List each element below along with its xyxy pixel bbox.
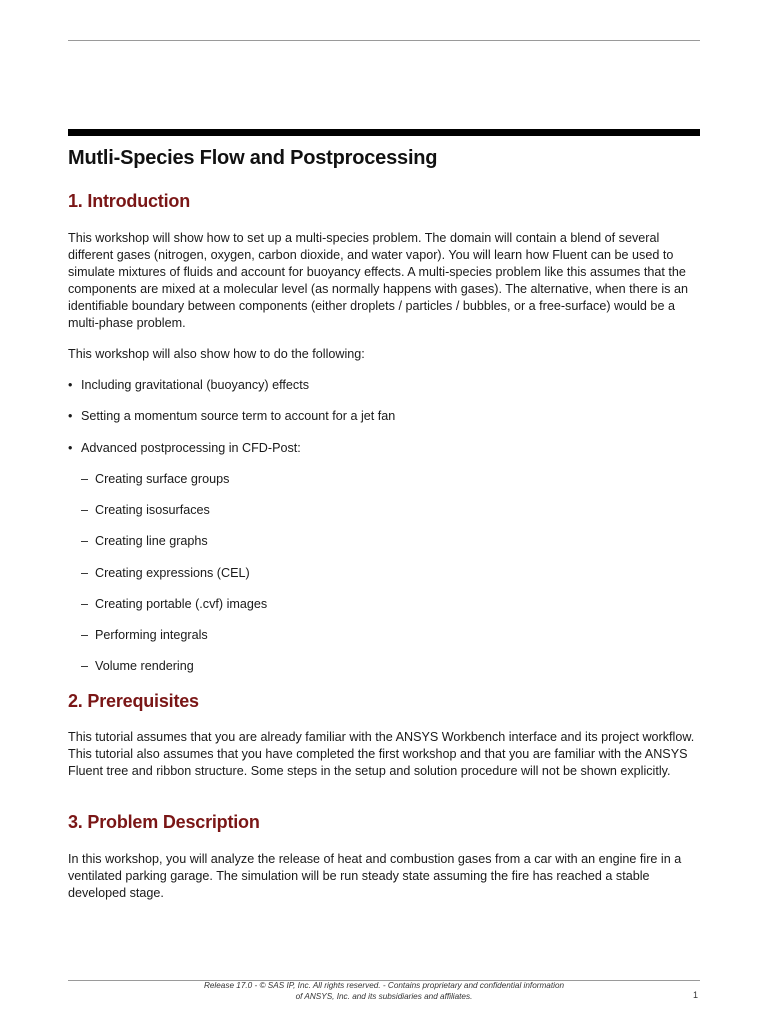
list-item-text: Including gravitational (buoyancy) effects [81, 378, 309, 392]
section-heading-prerequisites: 2. Prerequisites [68, 691, 199, 711]
sub-list-item-text: Volume rendering [95, 659, 194, 673]
dash-mark: – [81, 503, 89, 517]
sub-list-item [81, 658, 194, 674]
list-item-text: Setting a momentum source term to account for a jet fan [81, 409, 396, 423]
page-title: Mutli-Species Flow and Postprocessing [68, 147, 438, 169]
footer-copyright [184, 980, 584, 1002]
dash-mark: – [81, 659, 89, 673]
sub-list-item-text: Creating isosurfaces [95, 503, 210, 517]
sub-list-item-text: Creating line graphs [95, 534, 208, 548]
section-heading-introduction: 1. Introduction [68, 191, 190, 211]
bullet-mark: • [68, 441, 73, 455]
sub-list-item-text: Creating portable (.cvf) images [95, 597, 268, 611]
list-item [68, 440, 301, 456]
dash-mark: – [81, 566, 89, 580]
introduction-lead-in: This workshop will also show how to do the following: [68, 347, 365, 361]
dash-mark: – [81, 628, 89, 642]
sub-list-item [81, 502, 210, 518]
title-rule [68, 129, 700, 136]
dash-mark: – [81, 472, 89, 486]
dash-mark: – [81, 534, 89, 548]
list-item [68, 377, 309, 393]
list-item-text: Advanced postprocessing in CFD-Post: [81, 441, 301, 455]
sub-list-item-text: Creating surface groups [95, 472, 230, 486]
sub-list-item [81, 471, 229, 487]
header-rule [68, 40, 700, 41]
prerequisites-paragraph: This tutorial assumes that you are already familiar with the ANSYS Workbench interface and its project workflow. This tutorial also assumes that you have completed the first workshop and that you are familiar with the ANSYS Fluent tree and ribbon structure. Some steps in the setup and solution procedure will not be shown explicitly. [68, 730, 695, 778]
sub-list-item [81, 596, 267, 612]
sub-list-item [81, 533, 208, 549]
sub-list-item [81, 627, 208, 643]
footer-line: Release 17.0 - © SAS IP, Inc. All rights reserved. - Contains proprietary and confidential information [203, 981, 565, 990]
sub-list-item [81, 565, 250, 581]
section-heading-problem-description: 3. Problem Description [68, 812, 260, 832]
problem-description-paragraph: In this workshop, you will analyze the release of heat and combustion gases from a car with an engine fire in a ventilated parking garage. The simulation will be run steady state assuming the fire has reached a stable developed stage. [68, 852, 682, 900]
page-number: 1 [693, 990, 699, 1000]
sub-list-item-text: Performing integrals [95, 628, 208, 642]
dash-mark: – [81, 597, 89, 611]
footer-line: of ANSYS, Inc. and its subsidiaries and affiliates. [295, 992, 473, 1001]
list-item [68, 408, 395, 424]
bullet-mark: • [68, 409, 73, 423]
sub-list-item-text: Creating expressions (CEL) [95, 566, 250, 580]
bullet-mark: • [68, 378, 73, 392]
introduction-paragraph: This workshop will show how to set up a multi-species problem. The domain will contain a blend of several different gases (nitrogen, oxygen, carbon dioxide, and water vapor). You will learn how Fluent can be used to simulate mixtures of fluids and account for buoyancy effects. A multi-species problem like this assumes that the components are mixed at a molecular level (as normally happens with gases). The alternative, when there is an identifiable boundary between components (either droplets / particles / bubbles, or a free-surface) would be a multi-phase problem. [68, 231, 688, 330]
